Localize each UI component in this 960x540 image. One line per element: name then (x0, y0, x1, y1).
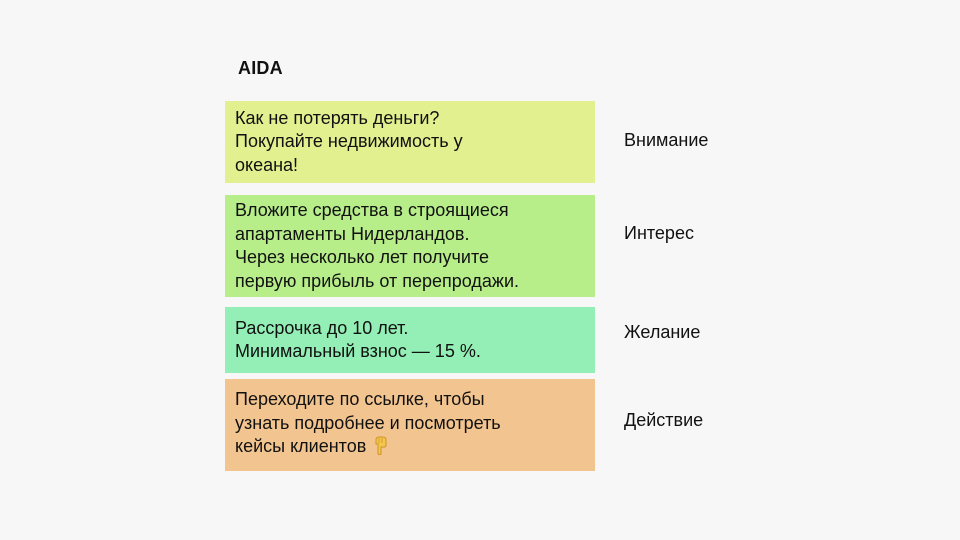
diagram-title: AIDA (238, 58, 283, 78)
stage-label-action: Действие (624, 410, 704, 430)
aida-row-desire (225, 307, 595, 373)
pointing-down-hand-icon (372, 435, 388, 462)
aida-row-attention (225, 101, 595, 183)
action-text-wrap (235, 388, 501, 462)
desire-text: Рассрочка до 10 лет. Минимальный взнос — 15 %. (235, 317, 481, 361)
attention-text: Как не потерять деньги? Покупайте недвижимость у океана! (235, 107, 463, 175)
stage-label-desire: Желание (624, 322, 701, 342)
aida-row-interest (225, 195, 595, 297)
action-text: Переходите по ссылке, чтобы узнать подробнее и посмотреть кейсы клиентов (235, 389, 501, 457)
interest-text: Вложите средства в строящиеся апартаменты Нидерландов. Через несколько лет получите первую прибыль от перепродажи. (235, 200, 520, 291)
stage-label-interest: Интерес (624, 223, 694, 243)
aida-row-action (225, 379, 595, 471)
stage-label-attention: Внимание (624, 130, 709, 150)
